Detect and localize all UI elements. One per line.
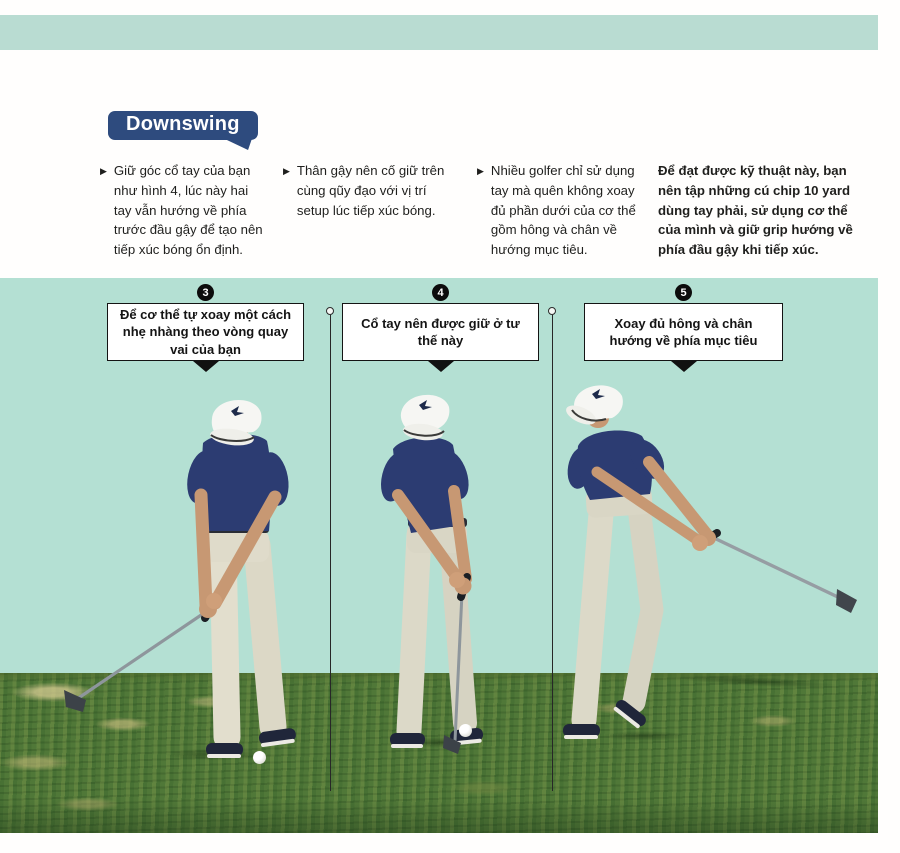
step-number-badge: 3 [197,284,214,301]
golfer-photo-followthrough [550,372,865,744]
golf-ball [253,751,266,764]
step-4-callout [342,284,539,372]
top-teal-bar [0,15,878,50]
instruction-text-2: Thân gậy nên cố giữ trên cùng qũy đạo với vị trí setup lúc tiếp xúc bóng. [296,163,445,218]
golf-club-head [836,589,857,613]
golf-club-shaft [712,537,842,599]
instruction-column-2 [283,161,453,220]
instruction-text-3: Nhiều golfer chỉ sử dụng tay mà quên không xoay đủ phần dưới của cơ thể gồm hông và chân về hướng mục tiêu. [490,163,636,258]
caption-pointer-icon [428,361,454,372]
caption-pointer-icon [671,361,697,372]
bullet-arrow-icon: ▶ [283,166,290,176]
caption-pointer-icon [193,361,219,372]
instruction-text-4: Để đạt được kỹ thuật này, bạn nên tập những cú chip 10 yard dùng tay phải, sử dụng cơ thể của mình và giữ grip hướng về phía đầu gậy khi tiếp xúc. [658,163,853,258]
step-caption: Cổ tay nên được giữ ở tư thế này [342,303,539,361]
step-5-callout [584,284,783,372]
step-caption: Xoay đủ hông và chân hướng về phía mục tiêu [584,303,783,361]
photo-divider-1 [326,307,335,791]
golfer-photo-impact [365,383,545,758]
golfer-photo-downswing [55,385,320,765]
step-caption: Để cơ thể tự xoay một cách nhẹ nhàng theo vòng quay vai của bạn [107,303,304,361]
instruction-column-1 [100,161,266,260]
section-title: Downswing [126,113,240,135]
step-3-callout [107,284,304,372]
step-number-badge: 4 [432,284,449,301]
instruction-column-4-tip [658,161,870,260]
instruction-column-3 [477,161,647,260]
divider-pin-icon [548,307,556,315]
golf-club-shaft [77,607,213,699]
divider-line [330,315,331,791]
golf-ball [459,724,472,737]
section-title-badge [108,111,258,140]
bullet-arrow-icon: ▶ [477,166,484,176]
bullet-arrow-icon: ▶ [100,166,107,176]
step-number-badge: 5 [675,284,692,301]
divider-pin-icon [326,307,334,315]
photo-montage [0,278,878,833]
badge-tail [225,139,252,150]
instruction-text-1: Giữ góc cổ tay của bạn như hình 4, lúc này hai tay vẫn hướng về phía trước đầu gậy để tạo nên tiếp xúc bóng ổn định. [113,163,263,258]
